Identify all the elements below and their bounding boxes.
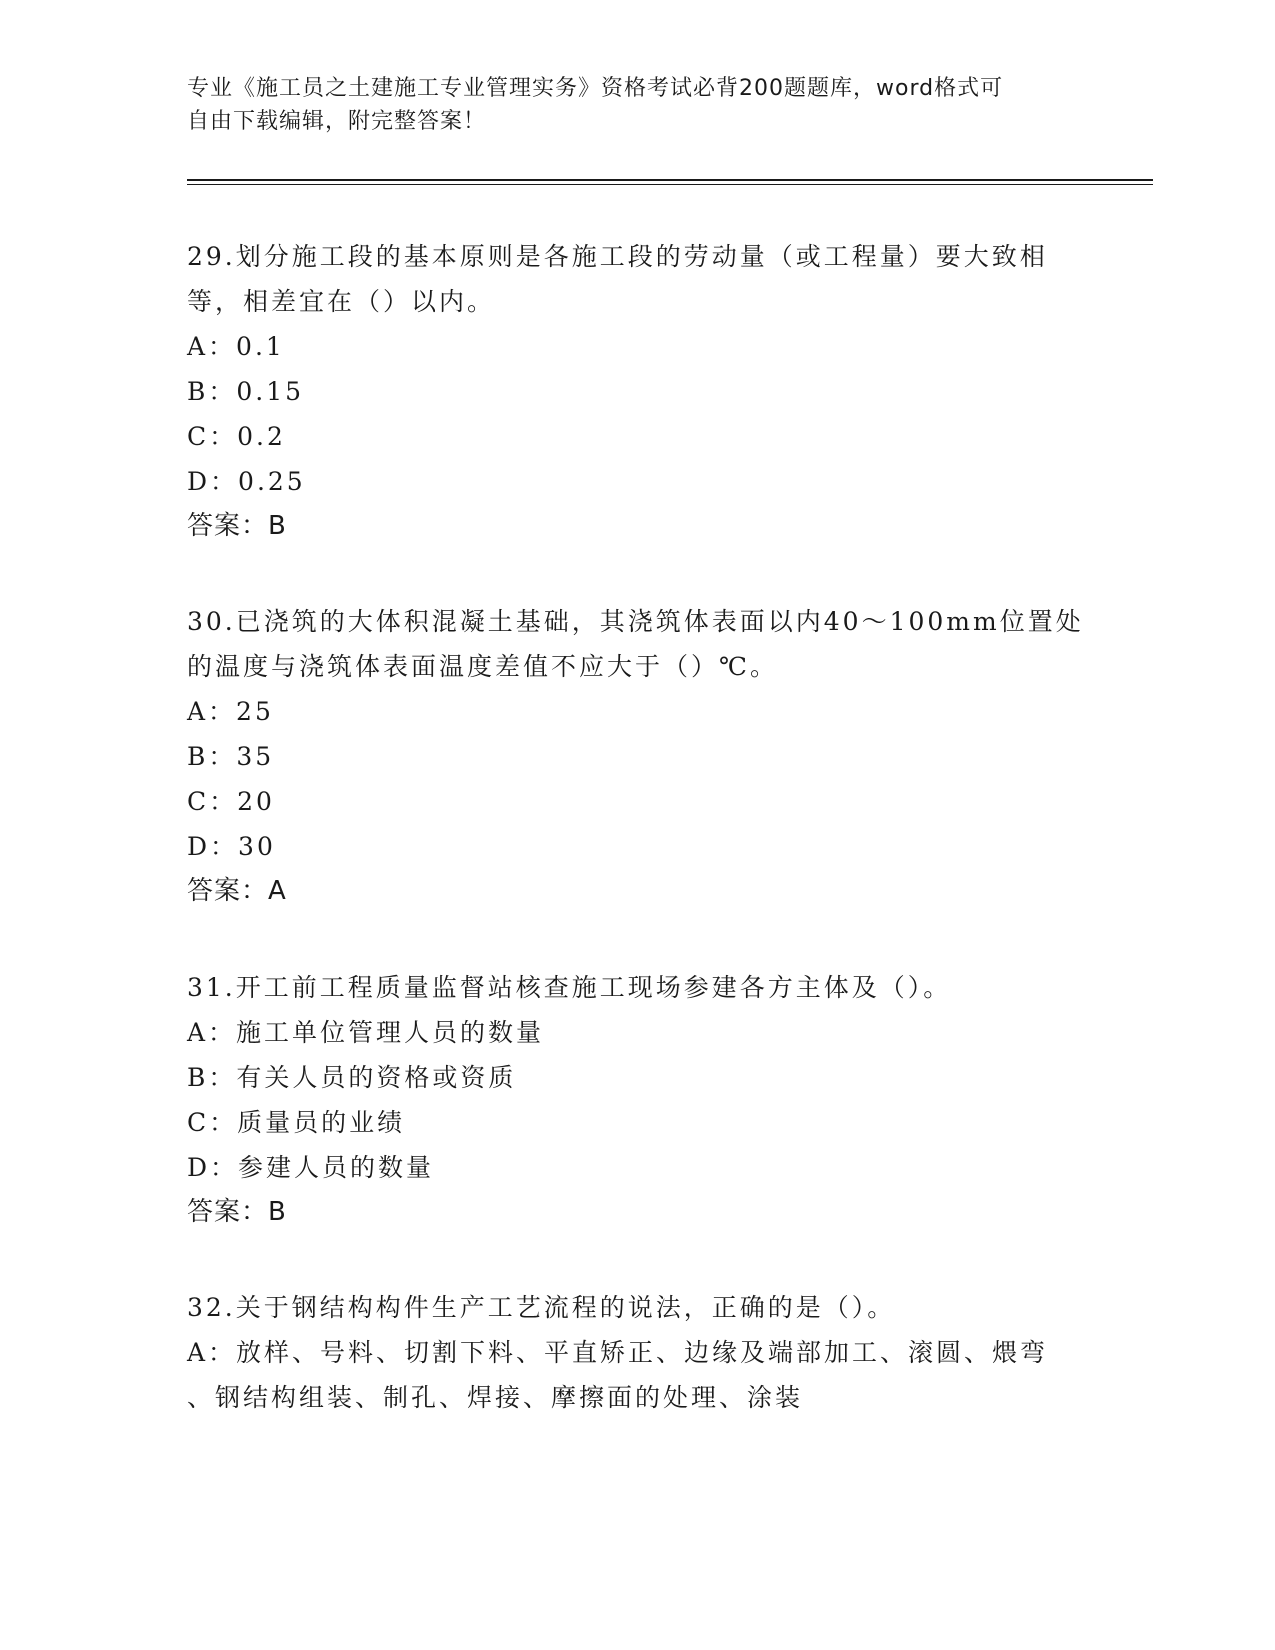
question-stem-continued: 的温度与浇筑体表面温度差值不应大于（）℃。 <box>187 652 778 681</box>
option-d: D：30 <box>187 832 276 861</box>
question-stem: 30.已浇筑的大体积混凝土基础，其浇筑体表面以内40～100mm位置处 <box>187 607 1084 636</box>
question-stem: 32.关于钢结构构件生产工艺流程的说法，正确的是（）。 <box>187 1293 896 1322</box>
question-stem-continued: 等，相差宜在（）以内。 <box>187 287 496 316</box>
option-a-continued: 、钢结构组装、制孔、焊接、摩擦面的处理、涂装 <box>187 1383 804 1412</box>
document-header <box>187 72 1067 138</box>
answer: 答案：B <box>187 1197 287 1227</box>
option-a: A：0.1 <box>187 332 285 361</box>
option-b: B：有关人员的资格或资质 <box>187 1063 517 1092</box>
answer: 答案：A <box>187 876 287 906</box>
option-c: C：20 <box>187 787 275 816</box>
header-line-2: 自由下载编辑，附完整答案！ <box>187 109 487 134</box>
option-d: D：0.25 <box>187 467 306 496</box>
question-31 <box>187 965 1087 1235</box>
header-line-1: 专业《施工员之土建施工专业管理实务》资格考试必背200题题库，word格式可 <box>187 76 1004 101</box>
option-b: B：35 <box>187 742 275 771</box>
answer: 答案：B <box>187 511 287 541</box>
question-stem: 29.划分施工段的基本原则是各施工段的劳动量（或工程量）要大致相 <box>187 242 1048 271</box>
option-c: C：质量员的业绩 <box>187 1108 406 1137</box>
question-30 <box>187 599 1087 914</box>
question-stem: 31.开工前工程质量监督站核查施工现场参建各方主体及（）。 <box>187 973 952 1002</box>
option-c: C：0.2 <box>187 422 286 451</box>
option-b: B：0.15 <box>187 377 305 406</box>
question-29 <box>187 234 1087 549</box>
option-a: A：放样、号料、切割下料、平直矫正、边缘及端部加工、滚圆、煨弯 <box>187 1338 1049 1367</box>
option-a: A：施工单位管理人员的数量 <box>187 1018 545 1047</box>
header-divider-thin <box>187 184 1153 185</box>
header-divider-thick <box>187 179 1153 181</box>
option-d: D：参建人员的数量 <box>187 1153 435 1182</box>
option-a: A：25 <box>187 697 274 726</box>
question-32 <box>187 1285 1087 1420</box>
